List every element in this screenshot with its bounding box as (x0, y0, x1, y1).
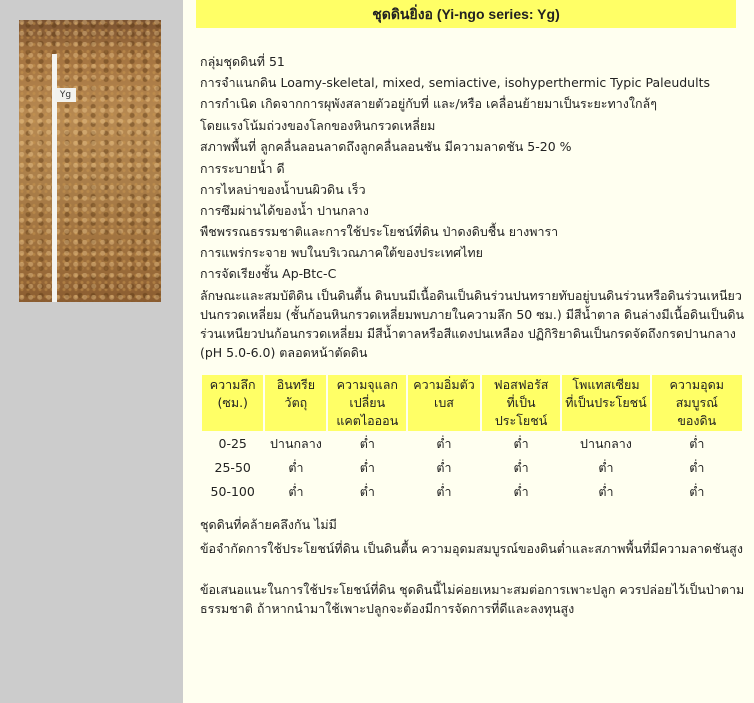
header-organic-matter (264, 374, 327, 432)
characteristics-paragraph: ลักษณะและสมบัติดิน เป็นดินตื้น ดินบนมีเนื้อดินเป็นดินร่วนปนทรายทับอยู่บนดินร่วนหรือดินร่วนเหนียวปนกรวดเหลี่ยม (ชั้นก้อนหินกรวดเหลี่ยมพบภายในความลึก 50 ซม.) มีสีน้ำตาล ดินล่างมีเนื้อดินเป็นดินร่วนเหนียวปนก้อนกรวดเหลี่ยม มีสีน้ำตาลหรือสีแดงปนเหลือง ปฏิกิริยาดินเป็นกรดจัดถึงกรดปานกลาง (pH 5.0-6.0) ตลอดหน้าตัดดิน (200, 288, 745, 360)
runoff-line: การไหลบ่าของน้ำบนผิวดิน เร็ว (200, 182, 366, 197)
origin-line: การกำเนิด เกิดจากการผุพังสลายตัวอยู่กับที่ และ/หรือ เคลื่อนย้ายมาเป็นระยะทางใกล้ๆ (200, 96, 657, 111)
table-cell: ต่ำ (651, 480, 743, 504)
header-label: ความอุดม สมบูรณ์ ของดิน (669, 377, 725, 428)
classification-line: การจำแนกดิน Loamy-skeletal, mixed, semiactive, isohyperthermic Typic Paleudults (200, 75, 710, 90)
header-label: ความจุแลก เปลี่ยน แคตไอออน (336, 377, 399, 428)
recommendations-paragraph: ข้อเสนอแนะในการใช้ประโยชน์ที่ดิน ชุดดินนี้ไม่ค่อยเหมาะสมต่อการเพาะปลูก ควรปล่อยไว้เป็นป่าตามธรรมชาติ ถ้าหากนำมาใช้เพาะปลูกจะต้องมีการจัดการที่ดีและลงทุนสูง (200, 582, 745, 616)
table-cell: ต่ำ (407, 456, 481, 480)
page-title: ชุดดินยิ่งอ (Yi-ngo series: Yg) (196, 0, 736, 28)
table-cell: ต่ำ (327, 432, 407, 456)
soil-properties-table (200, 373, 744, 505)
distribution-line: การแพร่กระจาย พบในบริเวณภาคใต้ของประเทศไทย (200, 245, 483, 260)
landform-line: สภาพพื้นที่ ลูกคลื่นลอนลาดถึงลูกคลื่นลอนชัน มีความลาดชัน 5-20 % (200, 139, 572, 154)
table-cell: ต่ำ (264, 456, 327, 480)
table-cell: ปานกลาง (561, 432, 650, 456)
header-label: ความลึก (ซม.) (209, 377, 256, 410)
table-cell: 25-50 (201, 456, 264, 480)
table-cell: ต่ำ (651, 456, 743, 480)
table-cell: ต่ำ (327, 480, 407, 504)
header-cec (327, 374, 407, 432)
header-potassium (561, 374, 650, 432)
table-cell: ปานกลาง (264, 432, 327, 456)
header-label: ความอิ่มตัว เบส (413, 377, 475, 410)
horizon-sequence-line: การจัดเรียงชั้น Ap-Btc-C (200, 266, 337, 281)
table-cell: ต่ำ (651, 432, 743, 456)
table-cell: ต่ำ (327, 456, 407, 480)
table-cell: ต่ำ (407, 480, 481, 504)
sidebar (0, 0, 183, 703)
table-row (201, 480, 743, 504)
header-label: โพแทสเซียม ที่เป็นประโยชน์ (565, 377, 647, 410)
table-cell: ต่ำ (407, 432, 481, 456)
drainage-line: การระบายน้ำ ดี (200, 161, 285, 176)
vegetation-line: พืชพรรณธรรมชาติและการใช้ประโยชน์ที่ดิน ป่าดงดิบชื้น ยางพารา (200, 224, 559, 239)
content-panel (183, 0, 754, 703)
table-cell: ต่ำ (481, 480, 562, 504)
soil-group-line: กลุ่มชุดดินที่ 51 (200, 54, 285, 69)
table-header-row (201, 374, 743, 432)
similar-series-line: ชุดดินที่คล้ายคลึงกัน ไม่มี (200, 517, 337, 532)
soil-profile-photo (19, 20, 161, 302)
table-cell: ต่ำ (481, 432, 562, 456)
table-row (201, 432, 743, 456)
table-cell: ต่ำ (561, 480, 650, 504)
limitations-paragraph: ข้อจำกัดการใช้ประโยชน์ที่ดิน เป็นดินตื้น ความอุดมสมบูรณ์ของดินต่ำและสภาพพื้นที่มีความลาดชันสูง (200, 541, 743, 556)
header-label: อินทรีย วัตถุ (276, 377, 316, 410)
header-fertility (651, 374, 743, 432)
horizon-tag: Yg (55, 88, 76, 102)
header-base-saturation (407, 374, 481, 432)
header-label: ฟอสฟอรัส ที่เป็น ประโยชน์ (493, 377, 549, 428)
table-cell: 0-25 (201, 432, 264, 456)
table-row (201, 456, 743, 480)
header-depth (201, 374, 264, 432)
header-phosphorus (481, 374, 562, 432)
permeability-line: การซึมผ่านได้ของน้ำ ปานกลาง (200, 203, 369, 218)
table-cell: 50-100 (201, 480, 264, 504)
origin-line-cont: โดยแรงโน้มถ่วงของโลกของหินกรวดเหลี่ยม (200, 118, 436, 133)
table-cell: ต่ำ (481, 456, 562, 480)
table-cell: ต่ำ (561, 456, 650, 480)
table-cell: ต่ำ (264, 480, 327, 504)
